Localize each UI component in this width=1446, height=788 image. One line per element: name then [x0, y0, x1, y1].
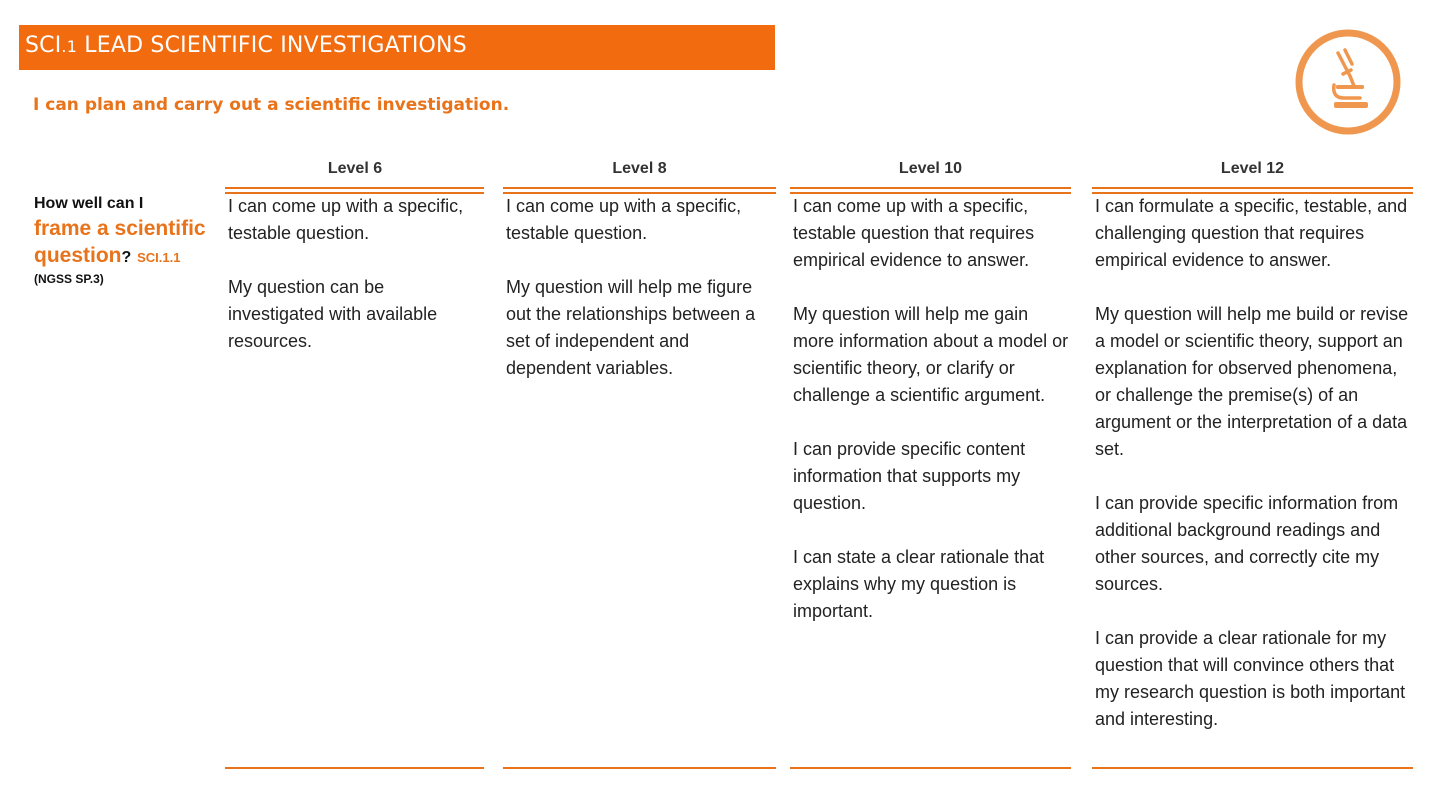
- prompt-code: SCI.1.1: [137, 250, 181, 265]
- title-code: .1: [61, 37, 78, 56]
- level-12-text-4: I can provide a clear rationale for my question that will convince others that my research question is both important and interesting.: [1095, 628, 1406, 729]
- level-8-cell: [506, 193, 772, 409]
- level-6-text-1: I can come up with a specific, testable question.: [228, 196, 464, 243]
- level-6-header: Level 6: [327, 160, 383, 177]
- level-10-header: Level 10: [898, 160, 963, 177]
- level-8-text-1: I can come up with a specific, testable question.: [506, 196, 742, 243]
- level-12-header: Level 12: [1220, 160, 1285, 177]
- level-12-text-2: My question will help me build or revise a model or scientific theory, support an explanation for observed phenomena, or challenge the premise(s) of an argument or the interpretation of a data set.: [1095, 304, 1409, 459]
- level-10-text-3: I can provide specific content information that supports my question.: [793, 439, 1026, 513]
- title-rest: LEAD SCIENTIFIC INVESTIGATIONS: [77, 33, 467, 58]
- prompt-mark: ?: [121, 249, 132, 266]
- level-12-text-1: I can formulate a specific, testable, and challenging question that requires empirical evidence to answer.: [1095, 196, 1408, 270]
- title-prefix: SCI: [25, 33, 62, 58]
- level-12-bottom-rule: [1092, 767, 1413, 769]
- section-banner: [19, 25, 775, 70]
- level-10-text-2: My question will help me gain more information about a model or scientific theory, or clarify or challenge a scientific argument.: [793, 304, 1069, 405]
- level-10-cell: [793, 193, 1071, 652]
- level-8-text-2: My question will help me figure out the relationships between a set of independent and dependent variables.: [506, 277, 756, 378]
- prompt-line: How well can I: [34, 195, 144, 212]
- level-10-text-4: I can state a clear rationale that explains why my question is important.: [793, 547, 1045, 621]
- prompt-standard: (NGSS SP.3): [34, 272, 104, 286]
- level-8-bottom-rule: [503, 767, 776, 769]
- prompt-emphasis-wrap: [34, 215, 209, 271]
- level-8-header: Level 8: [612, 160, 667, 177]
- level-6-bottom-rule: [225, 767, 484, 769]
- level-12-cell: [1095, 193, 1415, 760]
- level-10-text-1: I can come up with a specific, testable question that requires empirical evidence to answer.: [793, 196, 1035, 270]
- level-6-text-2: My question can be investigated with available resources.: [228, 277, 438, 351]
- level-6-cell: [228, 193, 484, 382]
- level-10-bottom-rule: [790, 767, 1071, 769]
- section-title: [25, 33, 467, 58]
- level-12-text-3: I can provide specific information from additional background readings and other sources, and correctly cite my sources.: [1095, 493, 1399, 594]
- microscope-icon: [1294, 28, 1402, 136]
- page-subtitle: I can plan and carry out a scientific investigation.: [33, 95, 510, 115]
- prompt-emphasis: frame a scientific question: [34, 217, 206, 267]
- criterion-prompt: [34, 193, 209, 287]
